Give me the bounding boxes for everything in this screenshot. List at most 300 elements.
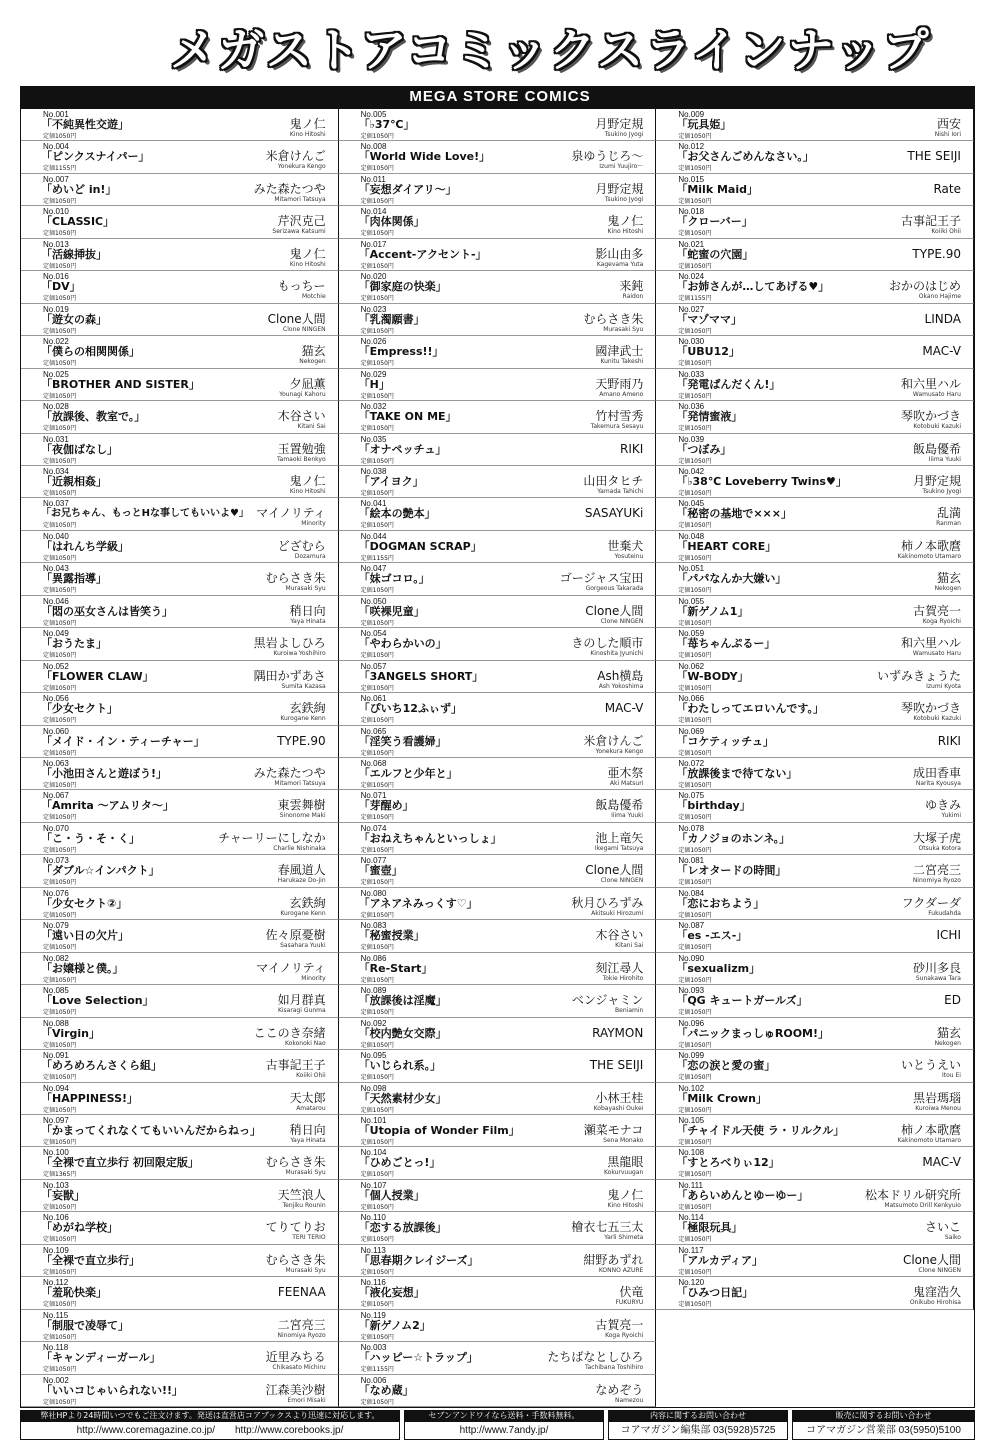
comic-author: RIKI (620, 441, 644, 456)
comic-title: 「Love Selection」 (41, 994, 154, 1008)
comic-author: さいこ (924, 1220, 961, 1235)
comic-author-romaji: Ninomiya Ryozo (277, 1331, 326, 1339)
comic-entry (21, 206, 339, 238)
comic-price: 定価1050円 (678, 619, 712, 627)
comic-title: 「お父さんごめんなさい。」 (676, 150, 814, 164)
comic-title: 「マゾママ」 (676, 312, 742, 326)
comic-price: 定価1050円 (43, 587, 77, 595)
comic-author-romaji: Saiko (944, 1234, 961, 1242)
comic-entry (21, 239, 339, 271)
comic-title: 「妄想ダイアリ～」 (358, 182, 457, 196)
comic-price: 定価1050円 (360, 944, 394, 952)
comic-number: No.108 (678, 1148, 705, 1158)
comic-author-romaji: Sunakawa Tara (915, 974, 961, 982)
comic-number: No.073 (43, 856, 69, 866)
comic-author-romaji: Okano Hajime (918, 293, 961, 301)
comic-title: 「秘蜜授業」 (358, 929, 425, 943)
comic-author-romaji: Izumi Kyota (926, 682, 961, 690)
comic-author: 鬼ノ仁 (607, 1187, 644, 1202)
comic-number: No.107 (360, 1180, 387, 1190)
comic-price: 定価1050円 (43, 1366, 77, 1374)
comic-number: No.113 (360, 1245, 386, 1255)
comic-number: No.080 (360, 888, 387, 898)
comic-author-romaji: Kisaragi Gunma (277, 1007, 326, 1015)
comic-price: 定価1050円 (678, 944, 712, 952)
comic-number: No.062 (678, 661, 705, 671)
comic-title: 「放課後まで待てない」 (676, 767, 798, 780)
comic-number: No.020 (360, 272, 387, 282)
comic-title: 「BROTHER AND SISTER」 (41, 377, 200, 391)
comic-title: 「全裸で直立歩行 初回限定版」 (41, 1156, 199, 1170)
comic-price: 定価1365円 (43, 1171, 77, 1179)
comic-author-romaji: Harukaze Do-jin (277, 877, 326, 885)
comic-author: 和六里ハル (900, 376, 961, 391)
comic-entry (339, 271, 657, 303)
comic-entry (656, 661, 974, 693)
comic-title: 「不純異性交遊」 (41, 118, 129, 131)
comic-author: 泉ゆうじろ～ (571, 149, 644, 164)
comic-author: 秋月ひろずみ (571, 895, 644, 910)
footer-order-urls[interactable]: http://www.coremagazine.co.jp/ http://www.corebooks.jp/ (20, 1421, 400, 1440)
comic-price: 定価1050円 (360, 489, 394, 497)
comic-title: 「近親相姦」 (41, 474, 107, 488)
comic-number: No.051 (678, 564, 705, 574)
comic-author-romaji: Kino Hitoshi (289, 487, 326, 495)
comic-author: いとうえい (900, 1058, 961, 1073)
comic-title: 「HAPPINESS!」 (41, 1091, 139, 1105)
comic-author-romaji: Kino Hitoshi (289, 260, 326, 268)
comic-entry (21, 920, 339, 952)
comic-author: Clone人間 (585, 863, 644, 878)
comic-title: 「いいコじゃいられない!!」 (41, 1383, 184, 1397)
comic-title: 「ハッピー☆トラップ」 (358, 1351, 478, 1365)
comic-number: No.084 (678, 888, 705, 898)
comic-entry (21, 628, 339, 660)
comic-number: No.114 (678, 1213, 704, 1223)
comic-author: MAC-V (922, 1155, 961, 1170)
comic-author-romaji: Koga Ryoichi (605, 1331, 644, 1339)
comic-number: No.086 (360, 953, 387, 963)
comic-title: 「UBU12」 (676, 345, 740, 359)
comic-title: 「御家庭の快楽」 (358, 280, 447, 294)
comic-author: THE SEIJI (907, 149, 961, 164)
comic-price: 定価1050円 (43, 554, 77, 562)
footer-7andy-info (404, 1410, 604, 1440)
comic-title: 「恋におちよう」 (676, 896, 765, 910)
comic-title: 「♭37℃」 (358, 118, 415, 131)
comic-author-romaji: Nekogen (934, 585, 961, 593)
comic-title: 「W-BODY」 (676, 669, 749, 683)
comic-price: 定価1050円 (43, 327, 77, 335)
comic-price: 定価1050円 (43, 262, 77, 270)
comic-entry (339, 336, 657, 368)
comic-title: 「World Wide Love!」 (358, 150, 491, 164)
comic-price: 定価1050円 (360, 911, 394, 919)
comic-title: 「お嬢様と僕。」 (41, 961, 124, 975)
comic-author: FEENAA (277, 1285, 326, 1300)
comic-entry (656, 434, 974, 466)
comic-author-romaji: Kino Hitoshi (607, 228, 644, 236)
comic-title: 「めいど in!」 (41, 182, 117, 196)
comic-author-romaji: KONNO AZURE (598, 1266, 644, 1274)
comic-title: 「羞恥快楽」 (41, 1286, 107, 1300)
comic-author: 琴吹かづき (900, 701, 961, 716)
lineup-subtitle: MEGA STORE COMICS (409, 88, 591, 105)
comic-title: 「お兄ちゃん、もっとHな事してもいいよ♥」 (41, 508, 249, 520)
comic-author-romaji: Murasaki Syu (285, 1169, 326, 1177)
comic-entry (656, 1147, 974, 1179)
comic-entry (339, 726, 657, 758)
comic-author: 黒龍眼 (607, 1155, 644, 1170)
comic-entry (21, 466, 339, 498)
comic-price: 定価1050円 (360, 749, 394, 757)
comic-title: 「エルフと少年と」 (358, 767, 458, 780)
comic-author: 月野定規 (912, 473, 961, 488)
comic-entry (656, 466, 974, 498)
comic-price: 定価1050円 (360, 1041, 394, 1049)
comic-author: 天太郎 (289, 1090, 326, 1105)
comic-number: No.118 (43, 1343, 69, 1353)
comic-number: No.046 (43, 596, 69, 606)
comic-entry (656, 369, 974, 401)
comic-number: No.003 (360, 1343, 387, 1353)
comic-author: 来鈍 (619, 279, 644, 294)
comic-author-romaji: Tenjiku Rounin (282, 1201, 326, 1209)
comic-number: No.010 (43, 207, 69, 217)
comic-number: No.097 (43, 1115, 69, 1125)
comic-price: 定価1050円 (43, 782, 77, 789)
comic-author-romaji: Tsukino Jyogi (922, 487, 961, 495)
comic-number: No.045 (678, 499, 705, 509)
comic-price: 定価1050円 (360, 1074, 394, 1082)
comic-entry (339, 790, 657, 822)
comic-number: No.116 (360, 1278, 386, 1288)
comic-number: No.005 (360, 110, 387, 119)
comic-price: 定価1050円 (43, 717, 77, 725)
comic-price: 定価1050円 (43, 1009, 77, 1017)
footer-7andy-note: セブンアンドワイなら送料・手数料無料。 (404, 1410, 604, 1421)
comic-author: むらさき朱 (583, 311, 644, 326)
comic-number: No.079 (43, 921, 69, 931)
comic-number: No.095 (360, 1051, 387, 1061)
comic-price: 定価1050円 (678, 1236, 712, 1244)
comic-number: No.061 (360, 694, 387, 704)
comic-entry (339, 953, 657, 985)
comic-author-romaji: Narita Kyousya (915, 780, 961, 787)
comic-entry (656, 174, 974, 206)
comic-title: 「いじられ系。」 (358, 1059, 442, 1073)
comic-number: No.078 (678, 823, 705, 833)
comic-author-romaji: Tachibana Toshihiro (584, 1364, 644, 1372)
comic-author-romaji: Yukimi (941, 812, 961, 820)
comic-entry (21, 1310, 339, 1342)
comic-author: てりてりお (265, 1220, 326, 1235)
comic-number: No.011 (360, 174, 386, 184)
comic-number: No.060 (43, 726, 69, 736)
comic-number: No.083 (360, 921, 387, 931)
comic-number: No.019 (43, 304, 69, 314)
comic-number: No.092 (360, 1018, 387, 1028)
comic-price: 定価1050円 (360, 295, 394, 303)
comic-price: 定価1050円 (678, 230, 712, 238)
comic-number: No.082 (43, 953, 69, 963)
comic-entry (656, 985, 974, 1017)
footer-7andy-url[interactable]: http://www.7andy.jp/ (404, 1421, 604, 1440)
comic-title: 「発情蜜液」 (676, 410, 743, 424)
comic-entry (339, 1050, 657, 1082)
comic-title: 「放課後、教室で。」 (41, 410, 146, 424)
comic-entry (339, 1180, 657, 1212)
comic-author-romaji: Minority (301, 974, 326, 982)
comic-entry (21, 304, 339, 336)
comic-title: 「ピンクスナイパー」 (41, 150, 150, 164)
comic-price: 定価1050円 (678, 457, 712, 465)
comic-number: No.054 (360, 629, 387, 639)
comic-price: 定価1050円 (43, 522, 77, 530)
comic-author-romaji: Sinonome Maki (279, 812, 326, 820)
comic-author-romaji: Koga Ryoichi (922, 617, 961, 625)
comic-number: No.047 (360, 564, 387, 574)
comic-author: 柿ノ本歌麿 (900, 1122, 961, 1137)
comic-entry (21, 1375, 339, 1407)
comic-title: 「Amrita ～アムリタ～」 (41, 799, 174, 813)
comic-author: マイノリティ (256, 960, 326, 975)
comic-title: 「birthday」 (676, 799, 751, 813)
comic-author: 乱満 (936, 506, 961, 521)
comic-price: 定価1050円 (678, 782, 712, 789)
comic-title: 「恋の涙と愛の蜜」 (676, 1059, 776, 1073)
comic-author-romaji: Sasahara Yuuki (280, 942, 326, 950)
comic-price: 定価1050円 (678, 1268, 712, 1276)
comic-price: 定価1050円 (360, 1106, 394, 1114)
comic-price: 定価1050円 (43, 1333, 77, 1341)
comic-entry (21, 109, 339, 141)
comic-author: 和六里ハル (900, 636, 961, 651)
comic-number: No.036 (678, 402, 705, 412)
comic-author: RAYMON (592, 1025, 644, 1040)
comic-entry (656, 953, 974, 985)
comic-title: 「異露指導」 (41, 572, 107, 586)
comic-author-romaji: Iiima Yuuki (611, 812, 644, 820)
comic-number: No.071 (360, 791, 387, 801)
comic-author: 月野定規 (595, 117, 644, 131)
comic-number: No.103 (43, 1180, 69, 1190)
comic-number: No.106 (43, 1213, 69, 1223)
comic-number: No.016 (43, 272, 69, 282)
comic-number: No.100 (43, 1148, 69, 1158)
comic-number: No.074 (360, 823, 387, 833)
comic-title: 「新ゲノム2」 (358, 1318, 431, 1332)
comic-price: 定価1155円 (43, 165, 77, 173)
comic-price: 定価1050円 (360, 392, 394, 400)
comic-author: Clone人間 (267, 311, 326, 326)
comic-author: むらさき朱 (265, 1155, 326, 1170)
comic-price: 定価1050円 (43, 619, 77, 627)
comic-title: 「クローバー」 (676, 215, 753, 229)
comic-author: 古事記王子 (265, 1058, 326, 1073)
comic-price: 定価1050円 (43, 879, 77, 887)
comic-entry (339, 888, 657, 920)
comic-entry (656, 628, 974, 660)
comic-number: No.055 (678, 596, 705, 606)
comic-author-romaji: Takemura Sesayu (590, 423, 644, 431)
comic-price: 定価1050円 (360, 1171, 394, 1179)
comic-number: No.089 (360, 986, 387, 996)
comic-number: No.002 (43, 1375, 69, 1385)
comic-author-romaji: Kobayashi Oukei (593, 1104, 644, 1112)
comic-number: No.070 (43, 823, 69, 833)
comic-entry (339, 920, 657, 952)
comic-author: 猫玄 (301, 344, 326, 359)
comic-entry (339, 1342, 657, 1374)
comic-number: No.041 (360, 499, 387, 509)
comic-entry (339, 1245, 657, 1277)
comic-price: 定価1050円 (360, 717, 394, 725)
comic-author-romaji: FUKURYU (615, 1299, 644, 1307)
comic-number: No.105 (678, 1115, 705, 1125)
comic-author-romaji: Yaya Hinata (290, 617, 326, 625)
comic-title: 「アルカディア」 (676, 1253, 764, 1267)
comic-author-romaji: Beniamin (615, 1007, 644, 1015)
comic-entry (656, 206, 974, 238)
comic-number: No.098 (360, 1083, 387, 1093)
comic-price: 定価1050円 (678, 165, 712, 173)
comic-title: 「こ・う・そ・く」 (41, 831, 140, 845)
footer-editorial-label: 内容に関するお問い合わせ (608, 1410, 788, 1421)
comic-author-romaji: Koiiki Ohii (296, 1072, 326, 1080)
comic-author-romaji: Wamusato Haru (912, 650, 961, 658)
comics-grid (20, 108, 975, 1408)
comic-author-romaji: Ash Yokoshima (598, 682, 644, 690)
comic-number: No.120 (678, 1278, 705, 1288)
comic-author-romaji: TERI TERIO (292, 1234, 326, 1242)
comic-author-romaji: Izumi Yuujiro～ (599, 163, 644, 171)
comic-author: Clone人間 (902, 1252, 961, 1267)
comic-price: 定価1050円 (43, 684, 77, 692)
comic-author-romaji: Chikasato Michiru (272, 1364, 326, 1372)
comic-title: 「個人授業」 (358, 1188, 425, 1202)
comic-number: No.065 (360, 726, 387, 736)
comic-price: 定価1050円 (678, 1203, 712, 1211)
comic-title: 「妹ゴコロ。」 (358, 572, 430, 586)
comic-author-romaji: Kitani Sai (297, 423, 326, 431)
comic-entry (656, 1245, 974, 1277)
comic-title: 「かまってくれなくてもいいんだからねっ」 (41, 1123, 261, 1137)
comic-price: 定価1050円 (43, 425, 77, 433)
comic-number: No.076 (43, 888, 69, 898)
footer-order-info (20, 1410, 400, 1440)
comic-title: 「遊女の森」 (41, 312, 107, 326)
comic-price: 定価1050円 (360, 846, 394, 854)
comic-number: No.056 (43, 694, 69, 704)
comic-number: No.034 (43, 466, 69, 476)
comic-title: 「玩具姫」 (676, 118, 732, 131)
comic-author: 木谷さい (595, 928, 644, 943)
comic-author-romaji: Fukudahda (928, 909, 961, 917)
comic-title: 「淫笑う看護婦」 (358, 734, 447, 748)
comic-author: みた森たつや (253, 181, 326, 196)
comic-price: 定価1050円 (360, 652, 394, 660)
comic-entry (21, 434, 339, 466)
comic-entry (21, 401, 339, 433)
comic-title: 「すとろべりぃ12」 (676, 1156, 780, 1170)
comic-entry (21, 693, 339, 725)
comic-entry (656, 239, 974, 271)
comic-author-romaji: Otsuka Kotora (918, 844, 961, 852)
comic-entry (656, 141, 974, 173)
comic-author: おかのはじめ (888, 279, 961, 294)
comic-price: 定価1050円 (678, 489, 712, 497)
comic-author-romaji: Clone NINGEN (600, 617, 644, 625)
comic-price: 定価1050円 (678, 1041, 712, 1049)
comic-entry (21, 596, 339, 628)
comic-author-romaji: Raidon (622, 293, 644, 301)
comic-entry (21, 888, 339, 920)
comic-entry (339, 758, 657, 790)
footer-editorial-contact (608, 1410, 788, 1440)
comic-entry (339, 661, 657, 693)
comic-number: No.044 (360, 531, 387, 541)
comic-entry (339, 466, 657, 498)
comic-number: No.059 (678, 629, 705, 639)
comic-price: 定価1050円 (43, 489, 77, 497)
comic-entry (21, 1245, 339, 1277)
comic-title: 「DOGMAN SCRAP」 (358, 539, 482, 553)
comic-price: 定価1050円 (678, 976, 712, 984)
comic-title: 「肉体関係」 (358, 215, 425, 229)
comic-author-romaji: Murasaki Syu (285, 1266, 326, 1274)
comic-author: 如月群真 (277, 993, 326, 1008)
comic-price: 定価1050円 (678, 814, 712, 822)
comic-author: 國津武士 (595, 344, 644, 359)
comic-price: 定価1050円 (43, 944, 77, 952)
comic-number: No.063 (43, 759, 69, 768)
comic-number: No.049 (43, 629, 69, 639)
comic-author-romaji: Murasaki Syu (285, 585, 326, 593)
comic-title: 「QG キュートガールズ」 (676, 994, 808, 1008)
comic-price: 定価1050円 (678, 425, 712, 433)
comic-entry (656, 531, 974, 563)
comic-author-romaji: Kurogane Kenn (280, 909, 326, 917)
comic-author: 月野定規 (595, 181, 644, 196)
comic-price: 定価1050円 (360, 1236, 394, 1244)
comic-price: 定価1050円 (43, 1074, 77, 1082)
comic-title: 「蜜壺」 (358, 864, 403, 878)
comic-number: No.008 (360, 142, 387, 152)
comic-number: No.017 (360, 239, 387, 249)
comic-author: たちばなとしひろ (547, 1350, 644, 1365)
comic-price: 定価1050円 (43, 1301, 77, 1309)
comic-author-romaji: Ranman (936, 520, 961, 528)
comic-author-romaji: Minority (301, 520, 326, 528)
comic-title: 「新ゲノム1」 (676, 604, 749, 618)
comic-author-romaji: Kuroiwa Yoshihiro (273, 650, 326, 658)
comic-number: No.111 (678, 1180, 703, 1190)
comic-number: No.038 (360, 466, 387, 476)
comic-author: 鬼窪浩久 (912, 1285, 961, 1300)
comic-entry (656, 1083, 974, 1115)
comic-author: きのした順市 (571, 636, 644, 651)
comic-title: 「es -エス-」 (676, 929, 748, 943)
comic-author: 山田タヒチ (583, 473, 644, 488)
comic-number: No.048 (678, 531, 705, 541)
comic-author-romaji: Mitamori Tatsuya (274, 780, 326, 787)
comic-author: 古賀亮一 (912, 603, 961, 618)
comic-entry (339, 1083, 657, 1115)
comic-title: 「恋する放課後」 (358, 1221, 447, 1235)
comic-author: ここのき奈緒 (253, 1025, 326, 1040)
comic-entry (339, 498, 657, 530)
